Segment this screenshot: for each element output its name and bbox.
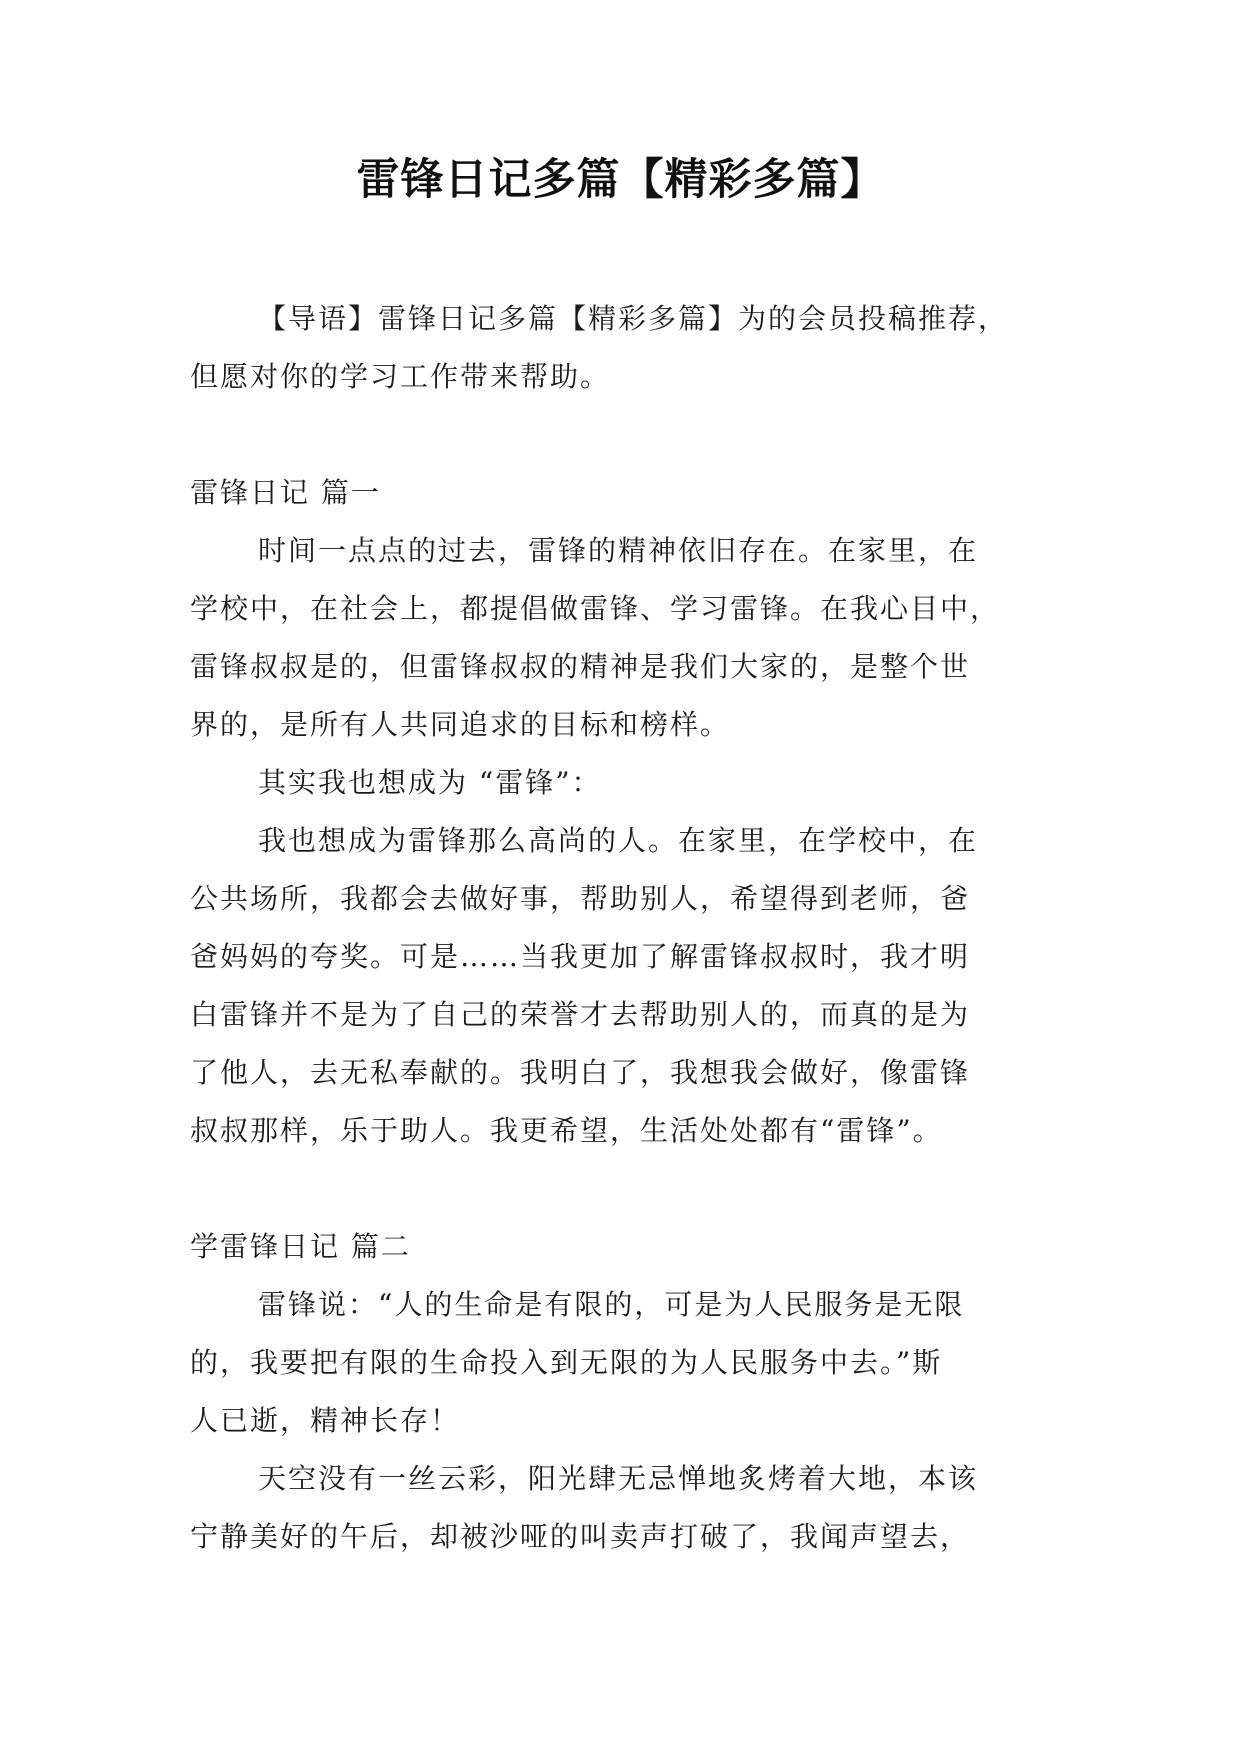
- text-line: 界的，是所有人共同追求的目标和榜样。: [190, 708, 731, 741]
- document-body: [190, 290, 1070, 1566]
- text-line: 时间一点点的过去，雷锋的精神依旧存在。在家里，在: [258, 534, 979, 567]
- text-line: 【导语】雷锋日记多篇【精彩多篇】为的会员投稿推荐，: [258, 302, 1009, 335]
- text-line: 了他人，去无私奉献的。我明白了，我想我会做好，像雷锋: [190, 1056, 971, 1089]
- text-line: 人已逝，精神长存！: [190, 1404, 461, 1437]
- text-line: 我也想成为雷锋那么高尚的人。在家里，在学校中，在: [258, 824, 979, 857]
- text-line: 天空没有一丝云彩，阳光肆无忌惮地炙烤着大地，本该: [258, 1462, 979, 1495]
- text-line: 叔叔那样，乐于助人。我更希望，生活处处都有“雷锋”。: [190, 1114, 943, 1147]
- paragraph: [190, 522, 1070, 754]
- text-line: 雷锋说：“人的生命是有限的，可是为人民服务是无限: [258, 1288, 965, 1321]
- spacer: [190, 1160, 1070, 1218]
- text-line: 其实我也想成为 “雷锋”：: [258, 766, 602, 799]
- text-line: 爸妈妈的夸奖。可是……当我更加了解雷锋叔叔时，我才明: [190, 940, 971, 973]
- section-heading: 学雷锋日记 篇二: [190, 1230, 411, 1263]
- text-line: 学校中，在社会上，都提倡做雷锋、学习雷锋。在我心目中，: [190, 592, 1001, 625]
- section-1: [190, 464, 1070, 1160]
- paragraph: [190, 1276, 1070, 1450]
- section-2: [190, 1218, 1070, 1566]
- text-line: 白雷锋并不是为了自己的荣誉才去帮助别人的，而真的是为: [190, 998, 971, 1031]
- section-heading: 雷锋日记 篇一: [190, 476, 381, 509]
- text-line: 公共场所，我都会去做好事，帮助别人，希望得到老师，爸: [190, 882, 971, 915]
- spacer: [190, 406, 1070, 464]
- text-line: 雷锋叔叔是的，但雷锋叔叔的精神是我们大家的，是整个世: [190, 650, 971, 683]
- text-line: 宁静美好的午后，却被沙哑的叫卖声打破了，我闻声望去，: [190, 1520, 971, 1553]
- text-line: 的，我要把有限的生命投入到无限的为人民服务中去。”斯: [190, 1346, 943, 1379]
- intro-paragraph: [190, 290, 1070, 406]
- paragraph: [190, 1450, 1070, 1566]
- document-title: 雷锋日记多篇【精彩多篇】: [356, 155, 885, 205]
- paragraph: [190, 754, 1070, 812]
- paragraph: [190, 812, 1070, 1160]
- text-line: 但愿对你的学习工作带来帮助。: [190, 360, 611, 393]
